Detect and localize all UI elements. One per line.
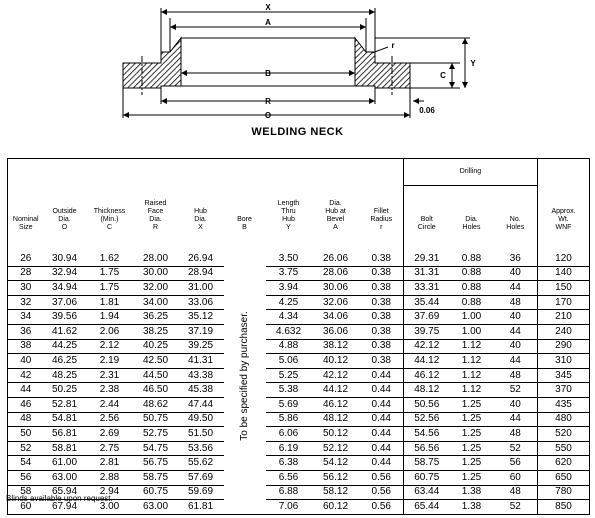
table-cell: 520 — [538, 427, 590, 442]
table-cell: 46 — [8, 397, 44, 412]
table-cell: 650 — [538, 470, 590, 485]
table-cell: 45.38 — [178, 383, 224, 398]
header-thickness: Thickness (Min.) C — [86, 159, 134, 239]
table-cell: 35.12 — [178, 310, 224, 325]
table-cell: 36.06 — [312, 324, 360, 339]
table-cell: 0.88 — [450, 295, 494, 310]
table-row — [8, 266, 590, 281]
table-cell: 48 — [494, 427, 538, 442]
table-cell: 60 — [8, 500, 44, 515]
table-cell: 1.38 — [450, 500, 494, 515]
table-cell: 2.88 — [86, 470, 134, 485]
table-cell: 52.56 — [404, 412, 450, 427]
table-cell: 65.94 — [44, 485, 86, 500]
table-cell: 310 — [538, 354, 590, 369]
table-cell: 61.81 — [178, 500, 224, 515]
header-nominal-size: Nominal Size — [8, 159, 44, 239]
table-cell: 44 — [494, 324, 538, 339]
header-raised-face: Raised Face Dia. R — [134, 159, 178, 239]
table-cell: 0.38 — [360, 310, 404, 325]
table-cell: 44.12 — [312, 383, 360, 398]
table-cell: 3.75 — [266, 266, 312, 281]
table-cell: 58.81 — [44, 441, 86, 456]
table-cell: 50.25 — [44, 383, 86, 398]
table-cell: 620 — [538, 456, 590, 471]
table-cell: 44.25 — [44, 339, 86, 354]
table-cell: 0.56 — [360, 500, 404, 515]
table-cell: 28.06 — [312, 266, 360, 281]
table-cell: 0.38 — [360, 252, 404, 266]
table-cell: 36 — [8, 324, 44, 339]
table-cell: 44 — [494, 354, 538, 369]
table-cell: 1.12 — [450, 383, 494, 398]
table-cell: 120 — [538, 252, 590, 266]
table-cell: 44 — [8, 383, 44, 398]
table-cell: 30 — [8, 281, 44, 296]
svg-text:Y: Y — [470, 59, 476, 68]
drawing-caption: WELDING NECK — [251, 126, 344, 138]
table-cell: 780 — [538, 485, 590, 500]
svg-text:X: X — [265, 3, 271, 12]
table-cell: 1.25 — [450, 397, 494, 412]
table-cell: 6.38 — [266, 456, 312, 471]
table-cell: 150 — [538, 281, 590, 296]
table-cell: 0.38 — [360, 281, 404, 296]
table-cell: 26.06 — [312, 252, 360, 266]
table-cell: 38.25 — [134, 324, 178, 339]
table-cell: 0.44 — [360, 397, 404, 412]
table-cell: 56.12 — [312, 470, 360, 485]
svg-text:O: O — [264, 111, 272, 120]
table-cell: 4.34 — [266, 310, 312, 325]
table-cell: 0.44 — [360, 427, 404, 442]
table-cell: 42.12 — [404, 339, 450, 354]
table-cell: 30.94 — [44, 252, 86, 266]
table-row — [8, 281, 590, 296]
svg-text:A: A — [265, 18, 271, 27]
table-cell: 0.44 — [360, 412, 404, 427]
table-row — [8, 470, 590, 485]
table-row — [8, 368, 590, 383]
table-cell: 32 — [8, 295, 44, 310]
right-flange-section — [355, 38, 410, 88]
table-cell: 31.00 — [178, 281, 224, 296]
table-cell: 29.31 — [404, 252, 450, 266]
table-cell: 46.12 — [404, 368, 450, 383]
header-fillet: Fillet Radius r — [360, 159, 404, 239]
table-cell: 60.75 — [404, 470, 450, 485]
table-cell: 50.56 — [404, 397, 450, 412]
table-cell: 41.62 — [44, 324, 86, 339]
table-row — [8, 252, 590, 266]
table-cell: 42.50 — [134, 354, 178, 369]
table-cell: 39.25 — [178, 339, 224, 354]
table-cell: 0.44 — [360, 441, 404, 456]
table-cell: 3.50 — [266, 252, 312, 266]
table-cell: 65.44 — [404, 500, 450, 515]
table-cell: 50.12 — [312, 427, 360, 442]
table-cell: 28 — [8, 266, 44, 281]
table-cell: 0.44 — [360, 383, 404, 398]
table-cell: 0.38 — [360, 339, 404, 354]
table-cell: 56 — [8, 470, 44, 485]
table-cell: 1.12 — [450, 339, 494, 354]
table-cell: 1.94 — [86, 310, 134, 325]
table-cell: 1.25 — [450, 470, 494, 485]
svg-text:R: R — [265, 97, 271, 106]
table-cell: 38.12 — [312, 339, 360, 354]
header-drilling: Drilling — [404, 159, 538, 186]
table-cell: 44 — [494, 281, 538, 296]
table-cell: 48.12 — [312, 412, 360, 427]
table-cell: 345 — [538, 368, 590, 383]
table-cell: 60 — [494, 470, 538, 485]
table-cell: 0.88 — [450, 252, 494, 266]
table-cell: 49.50 — [178, 412, 224, 427]
table-row — [8, 339, 590, 354]
table-cell: 50.75 — [134, 412, 178, 427]
table-cell: 0.38 — [360, 266, 404, 281]
header-no-holes: No. Holes — [494, 186, 538, 239]
bore-note-cell — [224, 238, 266, 514]
table-cell: 1.12 — [450, 354, 494, 369]
table-cell: 54.56 — [404, 427, 450, 442]
table-cell: 52 — [494, 441, 538, 456]
table-cell: 1.00 — [450, 324, 494, 339]
table-cell: 32.00 — [134, 281, 178, 296]
table-cell: 26.94 — [178, 252, 224, 266]
table-cell: 47.44 — [178, 397, 224, 412]
table-cell: 46.12 — [312, 397, 360, 412]
header-hub-at-bevel: Dia. Hub at Bevel A — [312, 159, 360, 239]
table-cell: 2.94 — [86, 485, 134, 500]
table-cell: 50 — [8, 427, 44, 442]
table-cell: 1.38 — [450, 485, 494, 500]
table-cell: 48 — [494, 368, 538, 383]
table-cell: 3.94 — [266, 281, 312, 296]
table-cell: 1.75 — [86, 266, 134, 281]
header-dia-holes: Dia. Holes — [462, 216, 481, 231]
footnote: Blinds available upon request. — [6, 494, 113, 503]
table-cell: 4.25 — [266, 295, 312, 310]
table-cell: 33.06 — [178, 295, 224, 310]
table-cell: 1.81 — [86, 295, 134, 310]
table-cell: 0.56 — [360, 470, 404, 485]
table-cell: 5.38 — [266, 383, 312, 398]
table-cell: 435 — [538, 397, 590, 412]
table-cell: 40.12 — [312, 354, 360, 369]
table-cell: 34.00 — [134, 295, 178, 310]
table-row — [8, 456, 590, 471]
table-cell: 28.94 — [178, 266, 224, 281]
table-cell: 48.12 — [404, 383, 450, 398]
table-cell: 52.75 — [134, 427, 178, 442]
table-row — [8, 397, 590, 412]
table-cell: 54.81 — [44, 412, 86, 427]
table-cell: 40 — [494, 397, 538, 412]
header-weight: Approx. Wt. WNF — [538, 159, 590, 239]
table-cell: 48.62 — [134, 397, 178, 412]
table-cell: 5.06 — [266, 354, 312, 369]
table-cell: 56.75 — [134, 456, 178, 471]
header-outside-dia: Outside Dia. O — [44, 159, 86, 239]
bore-note: To be specified by purchaser. — [238, 311, 250, 441]
table-cell: 2.75 — [86, 441, 134, 456]
table-cell: 43.38 — [178, 368, 224, 383]
table-cell: 54.75 — [134, 441, 178, 456]
table-cell: 67.94 — [44, 500, 86, 515]
table-cell: 0.38 — [360, 324, 404, 339]
table-cell: 55.62 — [178, 456, 224, 471]
table-cell: 0.44 — [360, 456, 404, 471]
table-cell: 38 — [8, 339, 44, 354]
table-cell: 37.69 — [404, 310, 450, 325]
table-cell: 57.69 — [178, 470, 224, 485]
table-cell: 2.56 — [86, 412, 134, 427]
table-cell: 0.88 — [450, 266, 494, 281]
table-cell: 2.81 — [86, 456, 134, 471]
table-cell: 480 — [538, 412, 590, 427]
table-cell: 63.44 — [404, 485, 450, 500]
table-cell: 7.06 — [266, 500, 312, 515]
table-cell: 40 — [8, 354, 44, 369]
table-cell: 44 — [494, 412, 538, 427]
table-cell: 34 — [8, 310, 44, 325]
table-row — [8, 295, 590, 310]
table-cell: 1.62 — [86, 252, 134, 266]
table-cell: 33.31 — [404, 281, 450, 296]
table-cell: 5.69 — [266, 397, 312, 412]
table-cell: 54.12 — [312, 456, 360, 471]
table-row — [8, 324, 590, 339]
svg-text:0.06: 0.06 — [419, 106, 435, 115]
table-cell: 48.25 — [44, 368, 86, 383]
table-cell: 40 — [494, 266, 538, 281]
table-cell: 2.06 — [86, 324, 134, 339]
table-cell: 34.94 — [44, 281, 86, 296]
table-cell: 56.56 — [404, 441, 450, 456]
table-cell: 46.25 — [44, 354, 86, 369]
table-cell: 0.88 — [450, 281, 494, 296]
table-cell: 210 — [538, 310, 590, 325]
table-cell: 40 — [494, 310, 538, 325]
table-cell: 1.25 — [450, 427, 494, 442]
table-cell: 0.56 — [360, 485, 404, 500]
table-cell: 6.19 — [266, 441, 312, 456]
table-cell: 290 — [538, 339, 590, 354]
svg-text:r: r — [391, 41, 395, 50]
table-cell: 850 — [538, 500, 590, 515]
table-cell: 41.31 — [178, 354, 224, 369]
table-row — [8, 412, 590, 427]
table-cell: 0.38 — [360, 295, 404, 310]
table-cell: 53.56 — [178, 441, 224, 456]
table-cell: 58.75 — [404, 456, 450, 471]
table-cell: 39.75 — [404, 324, 450, 339]
table-cell: 6.06 — [266, 427, 312, 442]
table-cell: 58.12 — [312, 485, 360, 500]
table-cell: 60.75 — [134, 485, 178, 500]
table-row — [8, 441, 590, 456]
header-bore: Bore B — [224, 159, 266, 239]
fillet-leader — [372, 47, 388, 53]
table-cell: 63.00 — [134, 500, 178, 515]
svg-text:B: B — [265, 69, 271, 78]
table-row — [8, 310, 590, 325]
table-row — [8, 427, 590, 442]
left-flange-section — [123, 38, 181, 88]
table-cell: 35.44 — [404, 295, 450, 310]
table-cell: 26 — [8, 252, 44, 266]
table-cell: 52 — [494, 383, 538, 398]
table-cell: 1.00 — [450, 310, 494, 325]
table-cell: 5.25 — [266, 368, 312, 383]
table-cell: 4.88 — [266, 339, 312, 354]
table-cell: 40 — [494, 339, 538, 354]
header-hub-dia: Hub Dia. X — [178, 159, 224, 239]
table-cell: 42.12 — [312, 368, 360, 383]
table-row — [8, 354, 590, 369]
table-cell: 37.06 — [44, 295, 86, 310]
table-cell: 140 — [538, 266, 590, 281]
table-cell: 30.06 — [312, 281, 360, 296]
table-cell: 56 — [494, 456, 538, 471]
table-cell: 36.25 — [134, 310, 178, 325]
table-cell: 2.69 — [86, 427, 134, 442]
table-cell: 40.25 — [134, 339, 178, 354]
table-cell: 51.50 — [178, 427, 224, 442]
table-cell: 46.50 — [134, 383, 178, 398]
table-cell: 170 — [538, 295, 590, 310]
table-cell: 34.06 — [312, 310, 360, 325]
table-cell: 31.31 — [404, 266, 450, 281]
table-cell: 4.632 — [266, 324, 312, 339]
table-cell: 2.19 — [86, 354, 134, 369]
table-cell: 1.12 — [450, 368, 494, 383]
table-cell: 59.69 — [178, 485, 224, 500]
table-cell: 48 — [8, 412, 44, 427]
table-cell: 56.81 — [44, 427, 86, 442]
table-cell: 1.75 — [86, 281, 134, 296]
table-cell: 2.44 — [86, 397, 134, 412]
table-cell: 550 — [538, 441, 590, 456]
table-cell: 0.44 — [360, 368, 404, 383]
table-cell: 28.00 — [134, 252, 178, 266]
header-bolt-circle: Bolt Circle — [404, 186, 450, 239]
table-cell: 44.12 — [404, 354, 450, 369]
table-cell: 2.38 — [86, 383, 134, 398]
dimensions-table — [7, 158, 590, 515]
header-length: Length Thru Hub Y — [266, 159, 312, 239]
table-row — [8, 383, 590, 398]
table-cell: 240 — [538, 324, 590, 339]
table-cell: 52 — [8, 441, 44, 456]
table-cell: 48 — [494, 295, 538, 310]
table-cell: 32.94 — [44, 266, 86, 281]
table-cell: 52.81 — [44, 397, 86, 412]
table-cell: 1.25 — [450, 441, 494, 456]
table-cell: 32.06 — [312, 295, 360, 310]
svg-text:C: C — [440, 71, 446, 80]
table-cell: 63.00 — [44, 470, 86, 485]
table-cell: 1.25 — [450, 412, 494, 427]
table-cell: 58.75 — [134, 470, 178, 485]
table-cell: 42 — [8, 368, 44, 383]
table-cell: 44.50 — [134, 368, 178, 383]
table-cell: 52 — [494, 500, 538, 515]
table-cell: 36 — [494, 252, 538, 266]
table-cell: 37.19 — [178, 324, 224, 339]
table-cell: 58 — [8, 485, 44, 500]
table-cell: 2.31 — [86, 368, 134, 383]
table-cell: 54 — [8, 456, 44, 471]
table-cell: 30.00 — [134, 266, 178, 281]
table-cell: 3.00 — [86, 500, 134, 515]
table-cell: 61.00 — [44, 456, 86, 471]
table-cell: 2.12 — [86, 339, 134, 354]
table-cell: 52.12 — [312, 441, 360, 456]
table-cell: 1.25 — [450, 456, 494, 471]
table-cell: 6.88 — [266, 485, 312, 500]
table-cell: 370 — [538, 383, 590, 398]
table-cell: 39.56 — [44, 310, 86, 325]
table-cell: 6.56 — [266, 470, 312, 485]
table-cell: 48 — [494, 485, 538, 500]
table-cell: 0.38 — [360, 354, 404, 369]
table-cell: 60.12 — [312, 500, 360, 515]
table-cell: 5.86 — [266, 412, 312, 427]
